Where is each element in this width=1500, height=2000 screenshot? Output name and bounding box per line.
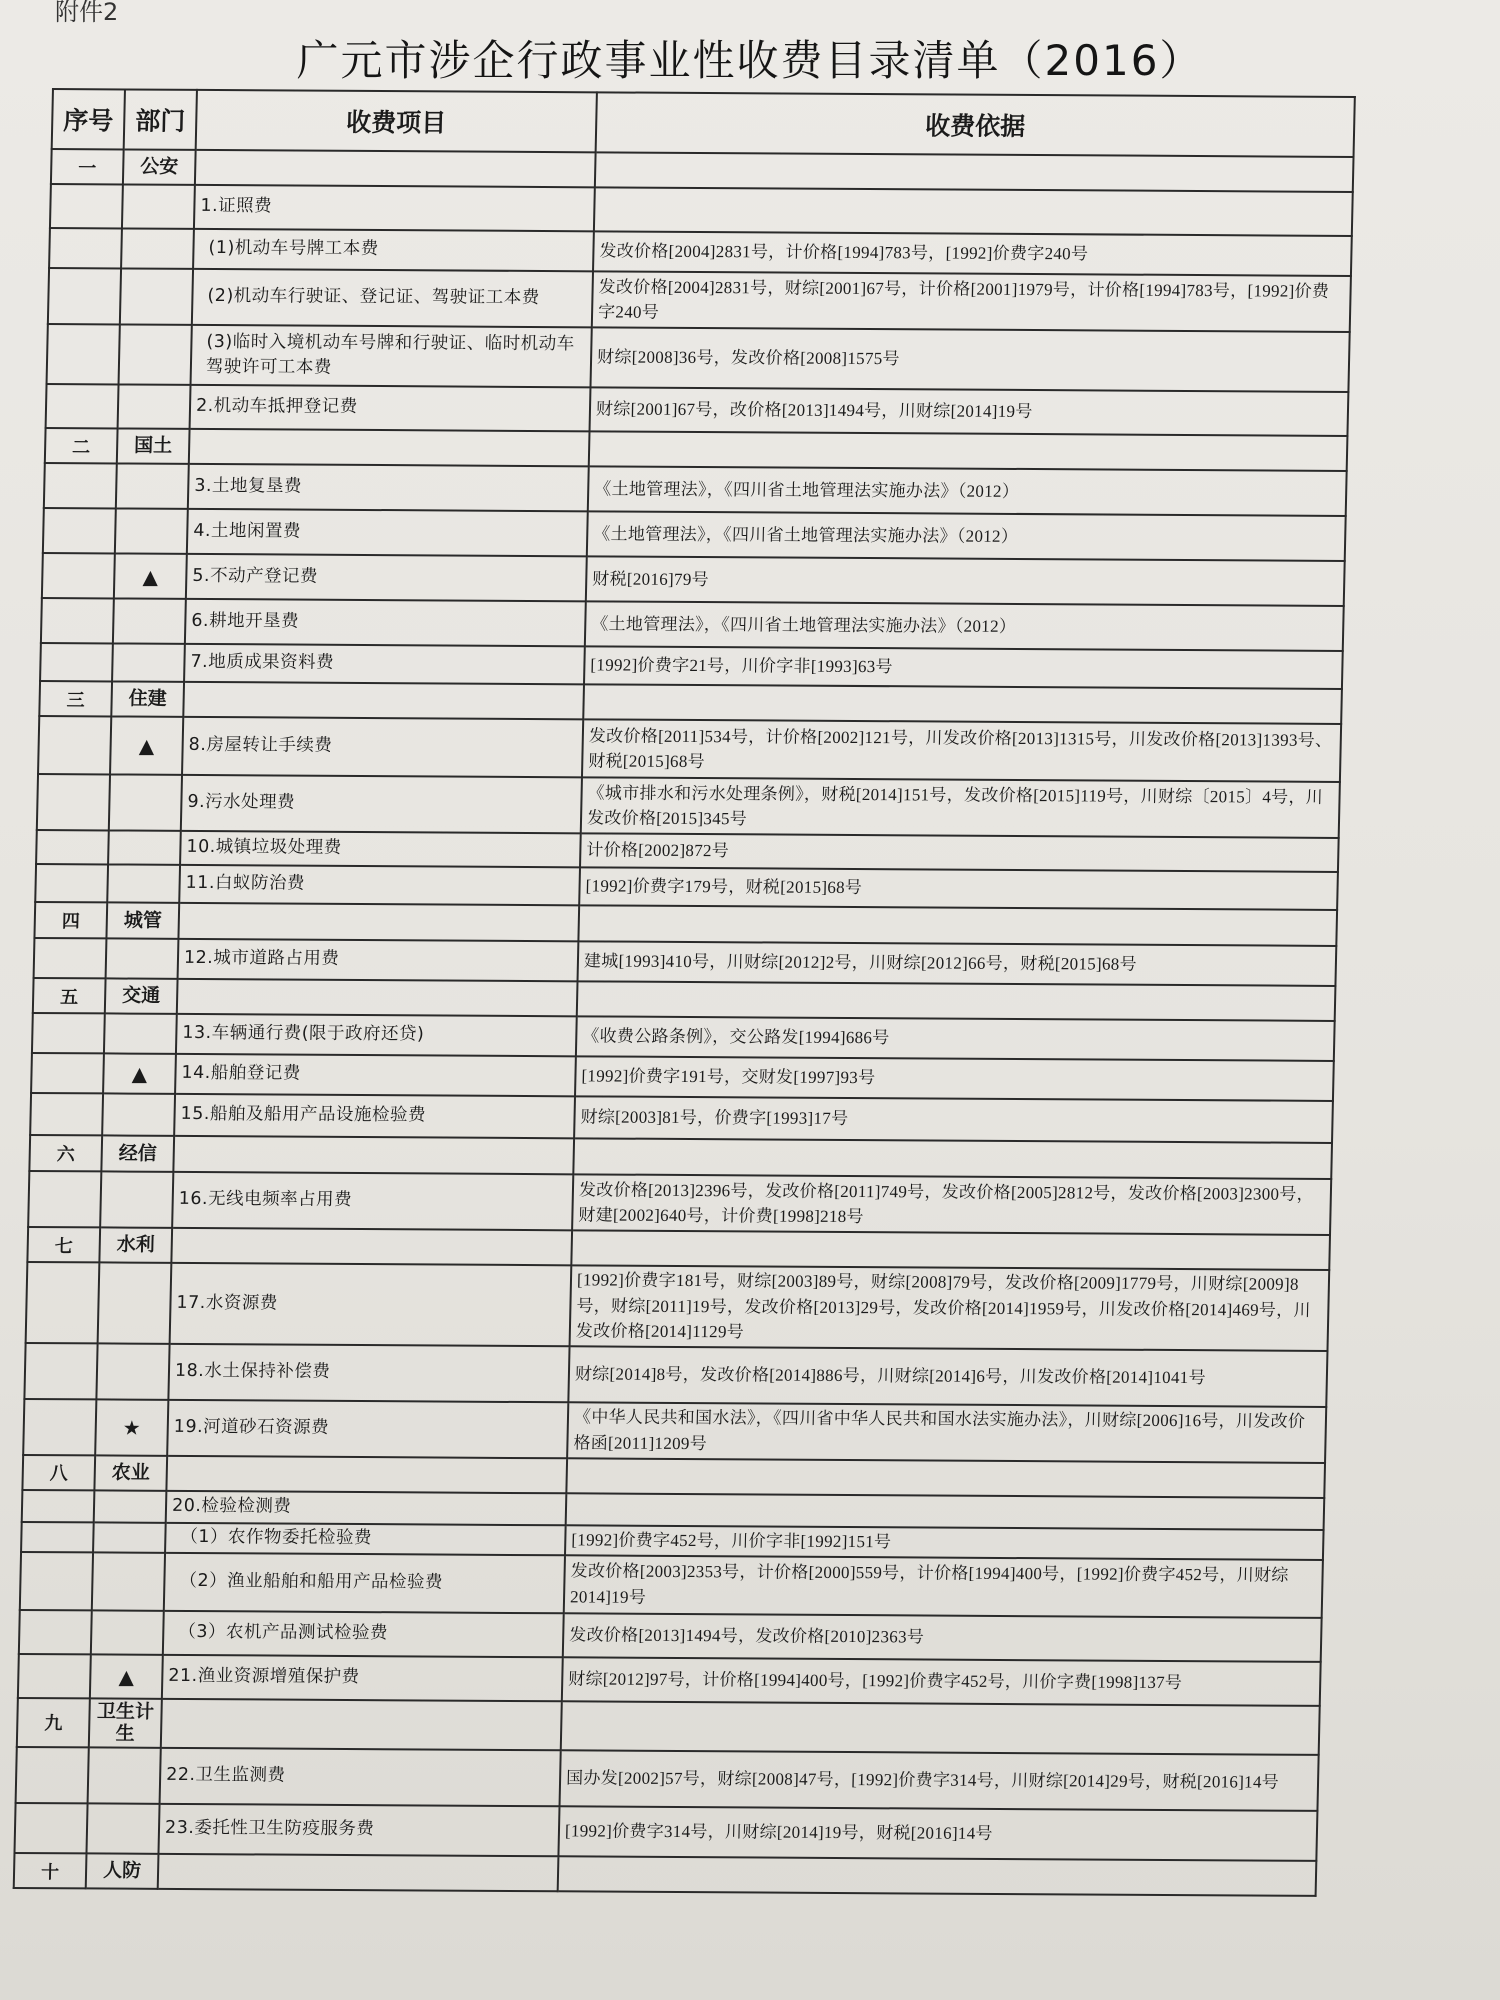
item-marker xyxy=(93,1522,166,1552)
fee-catalog-table xyxy=(13,88,1356,1897)
fee-basis: 财综[2012]97号，计价格[1994]400号，[1992]价费字452号，川价字费[1998]137号 xyxy=(562,1657,1321,1706)
item-marker xyxy=(112,643,185,681)
fee-item-row xyxy=(28,1171,1331,1235)
empty-cell xyxy=(37,774,110,830)
fee-item-name: 18.水土保持补偿费 xyxy=(168,1343,569,1401)
item-marker xyxy=(91,1610,164,1654)
header-fee-item: 收费项目 xyxy=(196,90,597,152)
empty-cell xyxy=(24,1342,97,1398)
empty-cell xyxy=(47,324,120,384)
item-marker xyxy=(102,1093,175,1135)
section-number: 十 xyxy=(14,1853,87,1888)
fee-item-row xyxy=(19,1609,1322,1661)
empty-cell xyxy=(23,1398,96,1454)
fee-basis: 发改价格[2004]2831号，财综[2001]67号，计价格[2001]1979号，计价格[1994]783号，[1992]价费字240号 xyxy=(592,271,1351,332)
fee-item-row xyxy=(18,1653,1321,1705)
empty-cell xyxy=(30,1093,103,1135)
fee-item-row xyxy=(48,268,1351,332)
empty-cell xyxy=(158,1854,559,1891)
empty-cell xyxy=(195,150,596,187)
empty-cell xyxy=(44,463,117,508)
fee-item-name: 4.土地闲置费 xyxy=(187,509,588,556)
fee-basis: 《土地管理法》，《四川省土地管理法实施办法》（2012） xyxy=(588,466,1347,516)
fee-basis: 发改价格[2013]2396号，发改价格[2011]749号，发改价格[2005]2812号，发改价格[2003]2300号，财建[2002]640号，计价费[1998]218号 xyxy=(572,1174,1331,1235)
item-marker xyxy=(115,508,188,553)
item-marker xyxy=(86,1804,159,1854)
fee-basis: 发改价格[2004]2831号，计价格[1994]783号，[1992]价费字240号 xyxy=(593,231,1352,276)
fee-item-name: 7.地质成果资料费 xyxy=(184,644,585,684)
fee-basis: 发改价格[2003]2353号，计价格[2000]559号，计价格[1994]400号，[1992]价费字452号，川财综2014]19号 xyxy=(564,1555,1323,1618)
empty-cell xyxy=(50,184,123,228)
empty-cell xyxy=(48,268,121,324)
fee-item-name: 2.机动车抵押登记费 xyxy=(190,385,591,431)
empty-cell xyxy=(40,643,113,681)
item-marker xyxy=(100,1171,173,1227)
fee-basis: [1992]价费字181号，财综[2003]89号，财综[2008]79号，发改价格[2009]1779号，川财综[2009]8号，财综[2011]19号，发改价格[2013]29号，发改价格[2014]1959号，川发改价格[2014]469号，川发改价格[2014]1129号 xyxy=(570,1265,1330,1350)
header-serial-number: 序号 xyxy=(52,89,125,149)
empty-cell xyxy=(22,1489,95,1521)
fee-basis: 财综[2001]67号，改价格[2013]1494号，川财综[2014]19号 xyxy=(590,387,1349,436)
empty-cell xyxy=(38,716,111,774)
fee-basis: 《土地管理法》，《四川省土地管理法实施办法》（2012） xyxy=(587,511,1346,561)
fee-item-row xyxy=(50,184,1353,236)
empty-cell xyxy=(14,1803,87,1853)
fee-basis: 财综[2014]8号，发改价格[2014]886号，川财综[2014]6号，川发改价格[2014]1041号 xyxy=(568,1346,1327,1407)
fee-basis: 计价格[2002]872号 xyxy=(580,833,1339,872)
empty-cell xyxy=(561,1701,1320,1755)
section-number: 四 xyxy=(34,902,107,938)
empty-cell xyxy=(43,508,116,553)
section-number: 三 xyxy=(39,681,112,716)
fee-basis: 《中华人民共和国水法》，《四川省中华人民共和国水法实施办法》，川财综[2006]16号，川发改价格函[2011]1209号 xyxy=(567,1402,1326,1463)
fee-item-row xyxy=(43,508,1346,561)
empty-cell xyxy=(41,598,114,643)
fee-item-row xyxy=(47,324,1350,392)
item-marker: ▲ xyxy=(103,1053,176,1093)
empty-cell xyxy=(578,905,1337,946)
department-name: 农业 xyxy=(94,1455,167,1490)
item-marker xyxy=(88,1748,161,1804)
fee-item-name: （3）农机产品测试检验费 xyxy=(163,1610,564,1656)
item-marker xyxy=(104,1013,177,1053)
empty-cell xyxy=(589,431,1348,471)
empty-cell xyxy=(26,1262,100,1343)
empty-cell xyxy=(166,1455,567,1492)
fee-item-name: (2)机动车行驶证、登记证、驾驶证工本费 xyxy=(192,269,593,327)
fee-basis: 财综[2003]81号，价费字[1993]17号 xyxy=(574,1096,1333,1143)
header-department: 部门 xyxy=(124,89,197,149)
fee-basis xyxy=(566,1493,1325,1530)
department-name: 国土 xyxy=(117,428,190,463)
fee-item-name: 23.委托性卫生防疫服务费 xyxy=(158,1804,559,1856)
fee-item-name: 1.证照费 xyxy=(194,185,595,231)
fee-item-row xyxy=(16,1747,1319,1811)
item-marker: ▲ xyxy=(110,716,183,774)
fee-item-row xyxy=(46,384,1349,436)
section-number: 九 xyxy=(17,1697,90,1747)
empty-cell xyxy=(583,684,1342,724)
fee-item-row xyxy=(26,1262,1330,1350)
section-number: 六 xyxy=(29,1135,102,1171)
department-name: 交通 xyxy=(105,978,178,1013)
section-number: 二 xyxy=(45,428,118,463)
department-row xyxy=(14,1853,1317,1896)
header-fee-basis: 收费依据 xyxy=(596,92,1355,157)
item-marker: ▲ xyxy=(90,1654,163,1698)
fee-basis: 《城市排水和污水处理条例》，财税[2014]151号，发改价格[2015]119号，川财综〔2015〕4号，川发改价格[2015]345号 xyxy=(581,777,1340,838)
item-marker: ▲ xyxy=(114,553,187,598)
empty-cell xyxy=(42,553,115,598)
fee-item-name: （2）渔业船舶和船用产品检验费 xyxy=(164,1552,565,1612)
section-number: 八 xyxy=(22,1454,95,1489)
empty-cell xyxy=(36,830,109,864)
item-marker: ★ xyxy=(95,1399,168,1455)
empty-cell xyxy=(18,1653,91,1697)
section-number: 五 xyxy=(33,978,106,1013)
section-number: 一 xyxy=(51,149,124,184)
empty-cell xyxy=(49,228,122,268)
fee-basis: 发改价格[2013]1494号，发改价格[2010]2363号 xyxy=(563,1613,1322,1662)
fee-basis: 财税[2016]79号 xyxy=(586,556,1345,606)
empty-cell xyxy=(566,1458,1325,1498)
fee-basis: [1992]价费字314号，川财综[2014]19号，财税[2016]14号 xyxy=(558,1806,1317,1861)
empty-cell xyxy=(571,1230,1330,1270)
fee-item-name: 12.城市道路占用费 xyxy=(178,939,579,981)
fee-item-name: 8.房屋转让手续费 xyxy=(182,717,583,777)
fee-item-name: 22.卫生监测费 xyxy=(160,1748,561,1806)
fee-item-name: 15.船舶及船用产品设施检验费 xyxy=(174,1094,575,1138)
empty-cell xyxy=(173,1136,574,1174)
empty-cell xyxy=(31,1053,104,1093)
item-marker xyxy=(119,324,192,384)
empty-cell xyxy=(32,1013,105,1053)
empty-cell xyxy=(189,429,590,466)
fee-item-row xyxy=(41,598,1344,651)
department-name: 城管 xyxy=(106,902,179,938)
item-marker xyxy=(121,228,194,268)
item-marker xyxy=(113,598,186,643)
fee-item-name: 9.污水处理费 xyxy=(181,775,582,833)
item-marker xyxy=(106,938,179,978)
empty-cell xyxy=(171,1228,572,1265)
empty-cell xyxy=(20,1551,93,1609)
fee-item-name: 11.白蚁防治费 xyxy=(179,865,580,905)
fee-item-row xyxy=(23,1398,1326,1462)
item-marker xyxy=(109,774,182,830)
fee-item-name: 17.水资源费 xyxy=(170,1263,572,1346)
fee-item-row xyxy=(14,1803,1317,1861)
item-marker xyxy=(92,1552,165,1610)
fee-item-name: 13.车辆通行费(限于政府还贷) xyxy=(176,1014,577,1056)
department-name: 公安 xyxy=(123,149,196,184)
fee-item-name: 3.土地复垦费 xyxy=(188,464,589,511)
fee-item-row xyxy=(38,716,1341,782)
empty-cell xyxy=(558,1856,1317,1896)
fee-item-name: 19.河道砂石资源费 xyxy=(167,1399,568,1457)
fee-basis: 发改价格[2011]534号，计价格[2002]121号，川发改价格[2013]1315号，川发改价格[2013]1393号、财税[2015]68号 xyxy=(582,719,1341,782)
empty-cell xyxy=(595,152,1354,192)
item-marker xyxy=(94,1490,167,1522)
page-title: 广元市涉企行政事业性收费目录清单（2016） xyxy=(296,36,1204,85)
fee-item-name: （1）农作物委托检验费 xyxy=(165,1522,566,1554)
fee-item-row xyxy=(20,1551,1323,1617)
fee-basis: [1992]价费字191号，交财发[1997]93号 xyxy=(575,1056,1334,1101)
fee-basis: [1992]价费字179号，财税[2015]68号 xyxy=(579,867,1338,910)
empty-cell xyxy=(34,938,107,978)
fee-basis: 财综[2008]36号，发改价格[2008]1575号 xyxy=(590,327,1349,392)
empty-cell xyxy=(28,1171,101,1227)
empty-cell xyxy=(177,979,578,1016)
item-marker xyxy=(122,184,195,228)
fee-item-name: 10.城镇垃圾处理费 xyxy=(180,831,581,867)
fee-item-name: 5.不动产登记费 xyxy=(186,554,587,601)
fee-basis: [1992]价费字21号，川价字非[1993]63号 xyxy=(584,646,1343,689)
fee-item-name: 16.无线电频率占用费 xyxy=(172,1172,573,1230)
department-name: 人防 xyxy=(86,1854,159,1889)
department-name: 卫生计生 xyxy=(89,1698,162,1748)
empty-cell xyxy=(573,1138,1332,1179)
empty-cell xyxy=(46,384,119,428)
fee-basis: 建城[1993]410号，川财综[2012]2号，川财综[2012]66号，财税[2015]68号 xyxy=(578,941,1337,986)
fee-item-name: 14.船舶登记费 xyxy=(175,1054,576,1096)
item-marker xyxy=(107,864,180,902)
item-marker xyxy=(116,463,189,508)
item-marker xyxy=(96,1343,169,1399)
fee-basis: 《土地管理法》，《四川省土地管理法实施办法》（2012） xyxy=(585,601,1344,651)
attachment-label: 附件2 xyxy=(55,0,119,26)
item-marker xyxy=(98,1262,172,1343)
fee-item-row xyxy=(44,463,1347,516)
section-number: 七 xyxy=(27,1227,100,1262)
fee-item-row xyxy=(37,774,1340,838)
empty-cell xyxy=(577,981,1336,1021)
empty-cell xyxy=(183,682,584,719)
empty-cell xyxy=(161,1698,562,1750)
empty-cell xyxy=(178,903,579,941)
empty-cell xyxy=(21,1521,94,1551)
empty-cell xyxy=(35,864,108,902)
department-name: 水利 xyxy=(99,1227,172,1262)
table-header-row xyxy=(52,89,1355,157)
fee-basis: 国办发[2002]57号，财综[2008]47号，[1992]价费字314号，川财综[2014]29号，财税[2016]14号 xyxy=(560,1750,1319,1811)
empty-cell xyxy=(19,1609,92,1653)
fee-item-name: (3)临时入境机动车号牌和行驶证、临时机动车驾驶许可工本费 xyxy=(191,325,592,387)
fee-item-name: 21.渔业资源增殖保护费 xyxy=(162,1654,563,1700)
department-row xyxy=(17,1697,1320,1755)
department-name: 经信 xyxy=(101,1135,174,1171)
fee-basis: [1992]价费字452号，川价字非[1992]151号 xyxy=(565,1525,1324,1560)
department-name: 住建 xyxy=(111,681,184,716)
item-marker xyxy=(120,268,193,324)
fee-item-row xyxy=(24,1342,1327,1406)
fee-item-name: 6.耕地开垦费 xyxy=(185,599,586,646)
fee-basis: 《收费公路条例》，交公路发[1994]686号 xyxy=(576,1016,1335,1061)
item-marker xyxy=(118,384,191,428)
fee-basis xyxy=(594,187,1353,236)
item-marker xyxy=(108,830,181,864)
fee-item-row xyxy=(42,553,1345,606)
empty-cell xyxy=(16,1747,89,1803)
fee-item-name: (1)机动车号牌工本费 xyxy=(193,229,594,271)
fee-item-name: 20.检验检测费 xyxy=(166,1490,567,1524)
